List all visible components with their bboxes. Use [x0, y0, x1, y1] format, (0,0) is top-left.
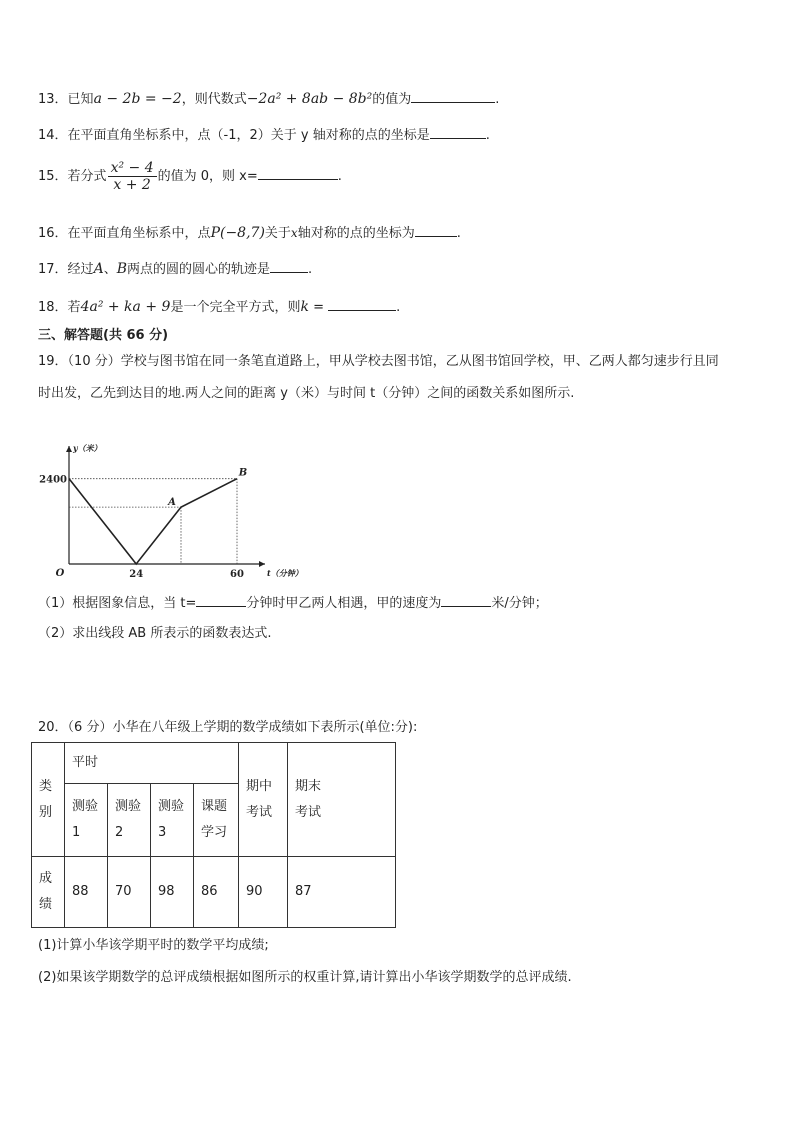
score-cell: 86 [194, 857, 239, 928]
q17-point-b: B [116, 261, 127, 277]
y-axis-label: y（米） [73, 443, 102, 453]
score-label-line-1: 成 [39, 871, 53, 886]
test-2-header-line-2: 2 [115, 825, 124, 840]
score-cell: 70 [108, 857, 151, 928]
q20-sub-question-2: (2)如果该学期数学的总评成绩根据如图所示的权重计算,请计算出小华该学期数学的总评成绩. [38, 970, 572, 985]
q13-text-b: ，则代数式 [181, 92, 247, 107]
q16-number: 16． [38, 226, 68, 241]
q15-end: . [337, 169, 342, 184]
q13-text-c: 的值为 [372, 92, 412, 107]
q13-text-a: 已知 [67, 92, 94, 107]
q15-denominator: x + 2 [113, 177, 151, 193]
question-16 [38, 222, 461, 244]
q19-sub1-text-c: 米/分钟； [491, 596, 548, 611]
score-cell: 88 [65, 857, 108, 928]
q15-numerator: x² − 4 [108, 160, 157, 177]
score-label-line-2: 绩 [39, 897, 53, 912]
table-row [32, 857, 396, 928]
question-18 [38, 296, 400, 318]
test-2-header-cell [108, 784, 151, 857]
midterm-header-line-1: 期中 [246, 778, 273, 794]
q19-sub1-text-b: 分钟时甲乙两人相遇，甲的速度为 [246, 596, 442, 611]
q18-number: 18． [38, 300, 68, 315]
q17-text-a: 经过 [67, 262, 94, 277]
test-3-header-line-1: 测验 [158, 799, 185, 814]
origin-label: O [55, 568, 65, 579]
question-15 [38, 158, 342, 196]
q15-number: 15． [38, 169, 68, 184]
x-axis-label: t（分钟） [267, 568, 303, 578]
q13-answer-blank[interactable] [411, 88, 495, 103]
y-tick-2400: 2400 [39, 474, 67, 486]
q18-text-b: 是一个完全平方式，则 [170, 300, 301, 315]
q16-end: . [456, 226, 461, 241]
q18-end: . [396, 300, 401, 315]
score-cell: 98 [151, 857, 194, 928]
q19-meet-time-blank[interactable] [196, 592, 246, 607]
q13-end: . [495, 92, 500, 107]
q18-k: k [300, 299, 309, 315]
q15-text-b: 的值为 0，则 x= [157, 169, 258, 184]
section-3-heading: 三、解答题(共 66 分) [38, 328, 169, 343]
q16-text-b: 关于 [264, 226, 291, 241]
project-header-line-2: 学习 [201, 825, 228, 840]
q18-equals: = [308, 300, 329, 315]
q17-text-b: 两点的圆的圆心的轨迹是 [127, 262, 271, 277]
q13-condition: a − 2b = −2 [93, 91, 182, 107]
q18-text-a: 若 [67, 300, 81, 315]
q16-point: P(−8,7) [210, 225, 265, 241]
table-row [32, 743, 396, 784]
q18-expression: 4a² + ka + 9 [80, 299, 171, 315]
q15-text-a: 若分式 [67, 169, 107, 184]
q20-score-table [31, 742, 396, 928]
q17-separator: 、 [103, 262, 117, 277]
final-header-line-1: 期末 [295, 778, 322, 794]
project-header-line-1: 课题 [201, 799, 228, 814]
q19-sub1-text-a: （1）根据图象信息，当 t= [38, 596, 197, 611]
test-2-header-line-1: 测验 [115, 799, 142, 814]
q17-answer-blank[interactable] [270, 258, 308, 273]
midterm-header-cell [239, 743, 288, 857]
test-3-header-cell [151, 784, 194, 857]
q19-line-2: 时出发，乙先到达目的地.两人之间的距离 y（米）与时间 t（分钟）之间的函数关系如图所示. [38, 386, 575, 401]
q14-text: 在平面直角坐标系中，点（-1，2）关于 y 轴对称的点的坐标是 [67, 128, 430, 143]
question-13 [38, 88, 499, 110]
q16-text-c: 轴对称的点的坐标为 [297, 226, 415, 241]
x-axis-arrow [259, 561, 265, 567]
category-header-cell [32, 743, 65, 857]
test-1-header-line-1: 测验 [72, 799, 99, 814]
category-header-line-1: 类 [39, 778, 53, 794]
q17-point-a: A [93, 261, 104, 277]
project-header-cell [194, 784, 239, 857]
q17-number: 17． [38, 262, 68, 277]
q20-intro: 20．（6 分）小华在八年级上学期的数学成绩如下表所示(单位:分): [38, 720, 418, 735]
question-17 [38, 258, 312, 280]
final-header-cell [288, 743, 396, 857]
x-tick-24: 24 [129, 569, 144, 580]
test-3-header-line-2: 3 [158, 825, 167, 840]
q17-end: . [308, 262, 313, 277]
q13-number: 13． [38, 92, 68, 107]
q19-line-1: 19．（10 分）学校与图书馆在同一条笔直道路上，甲从学校去图书馆，乙从图书馆回学校，甲、乙两人都匀速步行且同 [38, 354, 719, 369]
test-1-header-line-2: 1 [72, 825, 81, 840]
q19-speed-blank[interactable] [441, 592, 491, 607]
x-tick-60: 60 [230, 569, 244, 580]
score-cell: 87 [288, 857, 396, 928]
score-label-cell [32, 857, 65, 928]
test-1-header-cell [65, 784, 108, 857]
midterm-header-line-2: 考试 [246, 804, 273, 820]
q16-text-a: 在平面直角坐标系中，点 [67, 226, 211, 241]
distance-time-line [69, 479, 237, 564]
category-header-line-2: 别 [39, 804, 53, 820]
q15-fraction [108, 160, 157, 193]
pingshi-header-cell: 平时 [65, 743, 239, 784]
q16-axis: x [290, 226, 298, 240]
y-axis-arrow [66, 446, 72, 452]
score-cell: 90 [239, 857, 288, 928]
q14-end: . [485, 128, 490, 143]
q15-answer-blank[interactable] [258, 165, 338, 180]
final-header-line-2: 考试 [295, 804, 322, 820]
q13-expression: −2a² + 8ab − 8b² [246, 91, 373, 107]
q18-answer-blank[interactable] [328, 296, 396, 311]
point-a-label: A [168, 497, 176, 509]
point-b-label: B [238, 467, 248, 479]
q20-sub-question-1: (1)计算小华该学期平时的数学平均成绩; [38, 938, 269, 953]
q14-number: 14． [38, 128, 68, 143]
question-14 [38, 124, 490, 146]
q19-sub-question-1 [38, 592, 548, 614]
q19-sub-question-2: （2）求出线段 AB 所表示的函数表达式. [38, 626, 272, 641]
q14-answer-blank[interactable] [430, 124, 486, 139]
q19-distance-time-graph [39, 438, 303, 586]
q16-answer-blank[interactable] [415, 222, 457, 237]
